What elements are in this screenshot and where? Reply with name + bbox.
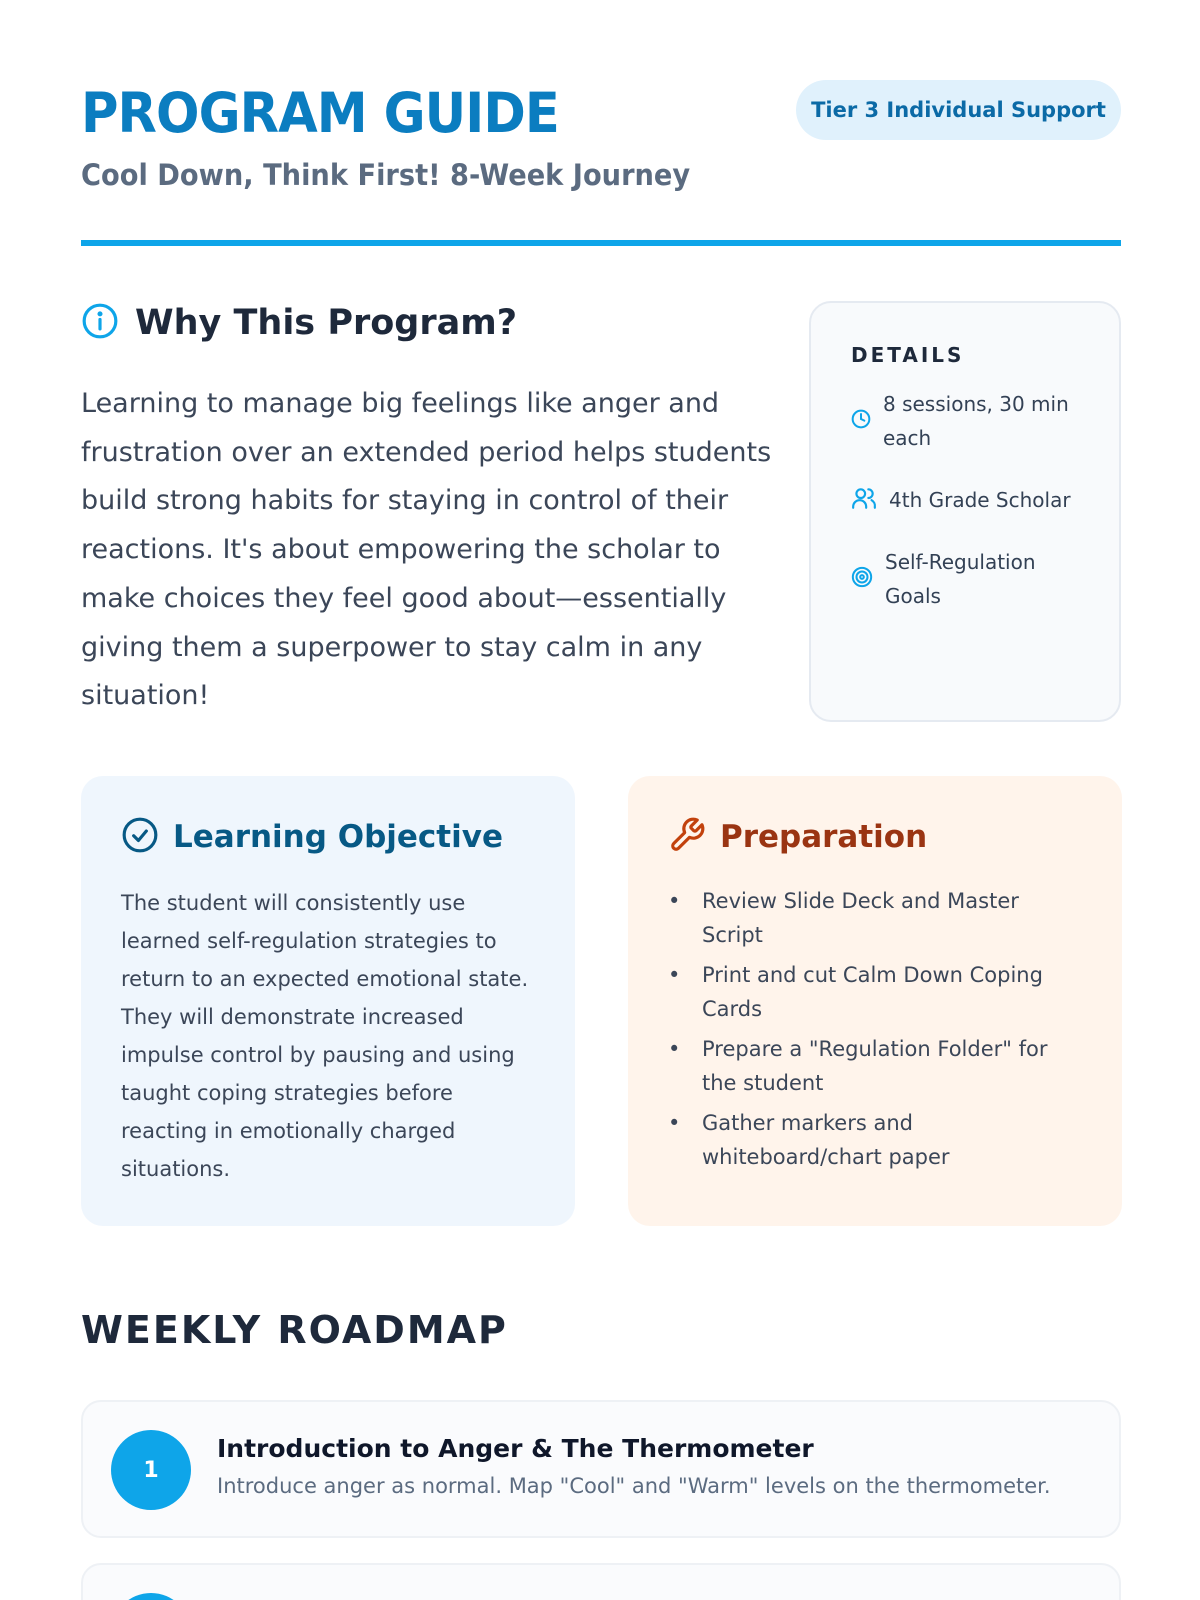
week-number-badge: 1 — [111, 1430, 191, 1510]
week-description: Introduce anger as normal. Map "Cool" and "Warm" levels on the thermometer. — [217, 1474, 1051, 1498]
detail-text: 4th Grade Scholar — [889, 488, 1071, 512]
list-item: • Review Slide Deck and Master Script — [668, 884, 1082, 952]
objective-text: The student will consistently use learned self-regulation strategies to return to an expected emotional state. They will demonstrate increased impulse control by pausing and using taught coping strategies before reacting in emotionally charged situations. — [121, 891, 529, 1181]
list-item: • Print and cut Calm Down Coping Cards — [668, 958, 1082, 1026]
preparation-card — [628, 776, 1122, 1226]
week-title: Introduction to Anger & The Thermometer — [217, 1434, 814, 1463]
detail-text: 8 sessions, 30 min each — [883, 392, 1069, 450]
why-title: Why This Program? — [135, 303, 517, 343]
list-item: • Gather markers and whiteboard/chart paper — [668, 1106, 1082, 1174]
page-subtitle: Cool Down, Think First! 8-Week Journey — [81, 158, 691, 192]
header-divider — [81, 240, 1121, 246]
detail-goals — [851, 545, 1079, 613]
week-item-partial[interactable] — [81, 1563, 1121, 1600]
why-section-header — [81, 302, 517, 344]
details-panel — [809, 301, 1121, 722]
objective-header — [121, 816, 535, 858]
roadmap-title: WEEKLY ROADMAP — [81, 1308, 508, 1352]
users-icon — [851, 485, 877, 515]
preparation-list — [668, 884, 1082, 1174]
detail-text: Self-Regulation Goals — [885, 550, 1036, 608]
clock-icon — [851, 409, 871, 433]
week-number-badge — [111, 1593, 191, 1600]
preparation-title: Preparation — [720, 819, 928, 855]
tier-badge: Tier 3 Individual Support — [796, 80, 1121, 140]
info-icon — [81, 302, 119, 344]
page-title: PROGRAM GUIDE — [81, 81, 559, 145]
bullet-icon: • — [668, 1037, 681, 1061]
why-text: Learning to manage big feelings like anger and frustration over an extended period helps students build strong habits for staying in control of their reactions. It's about empowering the scholar to make choices they feel good about—essentially giving them a superpower to stay calm in any situation! — [81, 388, 772, 712]
details-title: DETAILS — [851, 343, 965, 367]
objective-title: Learning Objective — [173, 819, 503, 855]
bullet-icon: • — [668, 1111, 681, 1135]
page-header — [81, 80, 1121, 248]
target-icon — [851, 566, 873, 592]
list-item: • Prepare a "Regulation Folder" for the student — [668, 1032, 1082, 1100]
check-circle-icon — [121, 816, 159, 858]
detail-grade — [851, 483, 1079, 517]
week-item[interactable] — [81, 1400, 1121, 1538]
detail-sessions — [851, 387, 1079, 455]
learning-objective-card — [81, 776, 575, 1226]
bullet-icon: • — [668, 889, 681, 913]
preparation-header — [668, 816, 1082, 858]
wrench-icon — [668, 816, 706, 858]
bullet-icon: • — [668, 963, 681, 987]
